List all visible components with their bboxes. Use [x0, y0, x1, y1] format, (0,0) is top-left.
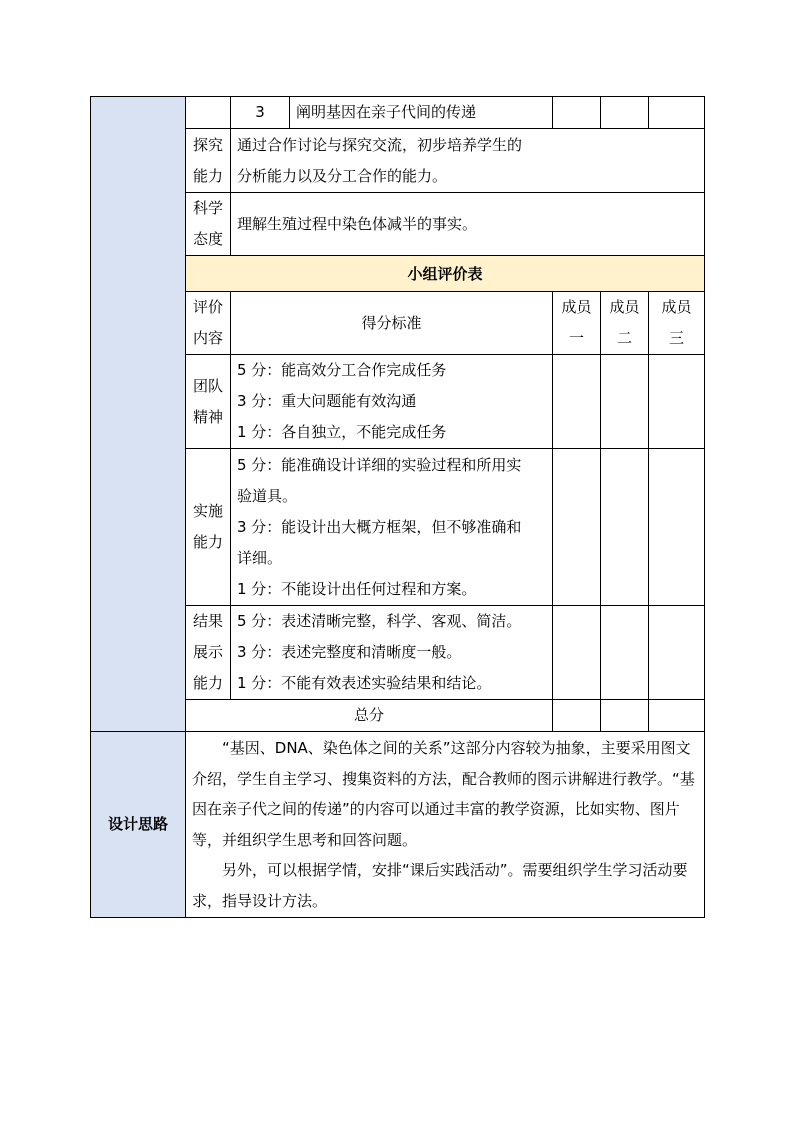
row-number: 3 [231, 97, 290, 129]
empty-cell [649, 97, 705, 129]
explore-label: 探究 能力 [186, 129, 231, 193]
design-text [186, 732, 705, 918]
score-cell [649, 449, 705, 606]
left-column-cell [91, 97, 186, 732]
table-title: 小组评价表 [186, 256, 705, 292]
score-cell [649, 355, 705, 449]
empty-cell [553, 97, 601, 129]
total-label: 总分 [186, 700, 553, 732]
result-criteria: 5 分：表述清晰完整，科学、客观、简洁。 3 分：表述完整度和清晰度一般。 1 分：不能有效表述实验结果和结论。 [231, 606, 553, 700]
score-cell [553, 449, 601, 606]
design-table [90, 731, 705, 918]
row-text: 阐明基因在亲子代间的传递 [290, 97, 553, 129]
design-paragraph-2: 另外，可以根据学情，安排“课后实践活动”。需要组织学生学习活动要求，指导设计方法。 [192, 861, 688, 910]
explore-text: 通过合作讨论与探究交流，初步培养学生的 分析能力以及分工合作的能力。 [231, 129, 705, 193]
evaluation-table [90, 96, 705, 732]
design-paragraph-1: “基因、DNA、染色体之间的关系”这部分内容较为抽象，主要采用图文介绍，学生自主学习、搜集资料的方法，配合教师的图示讲解进行教学。“基因在亲子代之间的传递”的内容可以通过丰富的教学资源，比如实物、图片等，并组织学生思考和回答问题。 [192, 739, 695, 849]
header-member-1: 成员 一 [553, 292, 601, 355]
table-row [91, 97, 705, 129]
empty-cell [186, 97, 231, 129]
empty-cell [601, 97, 649, 129]
score-cell [649, 606, 705, 700]
score-cell [553, 700, 601, 732]
team-label: 团队 精神 [186, 355, 231, 449]
score-cell [601, 355, 649, 449]
score-cell [553, 606, 601, 700]
impl-label: 实施 能力 [186, 449, 231, 606]
score-cell [601, 606, 649, 700]
score-cell [553, 355, 601, 449]
result-label: 结果 展示 能力 [186, 606, 231, 700]
table-row [91, 732, 705, 918]
team-criteria: 5 分：能高效分工合作完成任务 3 分：重大问题能有效沟通 1 分：各自独立，不能完成任务 [231, 355, 553, 449]
design-label: 设计思路 [91, 732, 186, 918]
header-member-2: 成员 二 [601, 292, 649, 355]
score-cell [649, 700, 705, 732]
impl-criteria: 5 分：能准确设计详细的实验过程和所用实 验道具。 3 分：能设计出大概方框架，但不够准确和 详细。 1 分：不能设计出任何过程和方案。 [231, 449, 553, 606]
header-criteria: 得分标准 [231, 292, 553, 355]
score-cell [601, 700, 649, 732]
attitude-text: 理解生殖过程中染色体减半的事实。 [231, 193, 705, 256]
document-page [90, 96, 704, 918]
attitude-label: 科学 态度 [186, 193, 231, 256]
header-member-3: 成员 三 [649, 292, 705, 355]
score-cell [601, 449, 649, 606]
header-eval: 评价 内容 [186, 292, 231, 355]
